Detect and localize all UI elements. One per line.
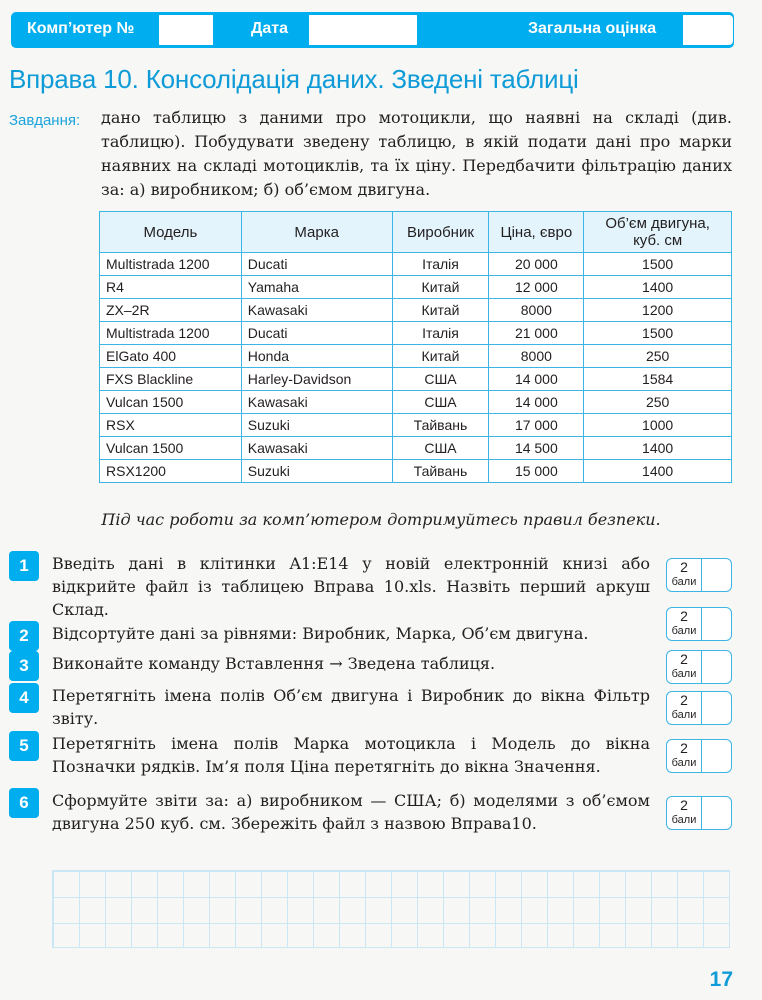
table-cell: 17 000	[489, 414, 584, 437]
table-cell: Multistrada 1200	[100, 322, 242, 345]
step-text: Перетягніть імена полів Марка мотоцикла і Модель до вікна Позначки рядків. Ім’я поля Ціна перетягніть до вікна Значення.	[52, 734, 650, 776]
table-cell: 1400	[584, 276, 732, 299]
total-grade-field[interactable]	[683, 15, 733, 45]
table-cell: 250	[584, 345, 732, 368]
step-number-badge: 5	[9, 731, 39, 761]
step-text: Введіть дані в клітинки A1:E14 у новій електронній книзі або відкрийте файл із таблицею Вправа 10.xls. Назвіть перший аркуш Склад.	[52, 554, 650, 619]
table-cell: Китай	[392, 299, 489, 322]
table-cell: Suzuki	[241, 414, 392, 437]
table-row	[100, 253, 732, 276]
table-cell: 21 000	[489, 322, 584, 345]
table-cell: Ducati	[241, 253, 392, 276]
table-cell: Kawasaki	[241, 299, 392, 322]
table-cell: Honda	[241, 345, 392, 368]
step-number-badge: 3	[9, 651, 39, 681]
score-divider	[701, 559, 702, 591]
table-header-row	[100, 212, 732, 253]
table-row	[100, 414, 732, 437]
score-unit: бали	[671, 814, 697, 826]
table-row	[100, 322, 732, 345]
score-box[interactable]	[666, 558, 732, 592]
step-number-badge: 6	[9, 788, 39, 818]
table-cell: Італія	[392, 322, 489, 345]
score-points: 2	[680, 740, 688, 756]
score-unit: бали	[671, 625, 697, 637]
table-row	[100, 276, 732, 299]
column-header: Виробник	[392, 212, 489, 253]
score-points: 2	[680, 692, 688, 708]
table-cell: R4	[100, 276, 242, 299]
page-number: 17	[709, 968, 733, 991]
table-cell: Suzuki	[241, 460, 392, 483]
table-cell: 20 000	[489, 253, 584, 276]
table-cell: Kawasaki	[241, 391, 392, 414]
table-cell: 1400	[584, 460, 732, 483]
column-header: Модель	[100, 212, 242, 253]
table-cell: Італія	[392, 253, 489, 276]
table-cell: 12 000	[489, 276, 584, 299]
table-cell: 1200	[584, 299, 732, 322]
table-cell: 8000	[489, 345, 584, 368]
column-header: Ціна, євро	[489, 212, 584, 253]
date-field[interactable]	[309, 15, 417, 45]
table-cell: 8000	[489, 299, 584, 322]
score-points: 2	[680, 608, 688, 624]
score-box[interactable]	[666, 650, 732, 684]
score-points: 2	[680, 651, 688, 667]
table-cell: Yamaha	[241, 276, 392, 299]
page-title: Вправа 10. Консолідація даних. Зведені таблиці	[9, 64, 579, 94]
score-points: 2	[680, 559, 688, 575]
step-text: Відсортуйте дані за рівнями: Виробник, Марка, Об’єм двигуна.	[52, 624, 589, 643]
column-header: Об’єм двигуна, куб. см	[584, 212, 732, 253]
score-unit: бали	[671, 668, 697, 680]
table-row	[100, 391, 732, 414]
table-cell: 1500	[584, 253, 732, 276]
score-divider	[701, 740, 702, 772]
step-number-badge: 4	[9, 683, 39, 713]
table-cell: 14 000	[489, 368, 584, 391]
column-header: Марка	[241, 212, 392, 253]
computer-number-field[interactable]	[159, 15, 213, 45]
table-cell: США	[392, 368, 489, 391]
table-cell: Ducati	[241, 322, 392, 345]
table-cell: Китай	[392, 345, 489, 368]
step-text: Виконайте команду Вставлення → Зведена таблиця.	[52, 654, 496, 673]
table-cell: Китай	[392, 276, 489, 299]
table-cell: Multistrada 1200	[100, 253, 242, 276]
table-row	[100, 345, 732, 368]
step-number-badge: 1	[9, 551, 39, 581]
table-cell: Kawasaki	[241, 437, 392, 460]
score-unit: бали	[671, 757, 697, 769]
score-divider	[701, 797, 702, 829]
table-cell: 1000	[584, 414, 732, 437]
table-cell: 14 500	[489, 437, 584, 460]
table-row	[100, 460, 732, 483]
table-cell: США	[392, 437, 489, 460]
score-unit: бали	[671, 709, 697, 721]
score-unit: бали	[671, 576, 697, 588]
table-cell: 250	[584, 391, 732, 414]
table-cell: RSX	[100, 414, 242, 437]
table-row	[100, 299, 732, 322]
table-cell: 15 000	[489, 460, 584, 483]
task-label: Завдання:	[9, 112, 81, 129]
table-cell: 14 000	[489, 391, 584, 414]
task-text: дано таблицю з даними про мотоцикли, що наявні на складі (див. таблицю). Побудувати зведену таблицю, в якій подати дані про марки наявних на складі мотоциклів, та їх ціну. Передбачити фільтрацію даних за: а) виробником; б) об’ємом двигуна.	[101, 108, 732, 199]
table-cell: FXS Blackline	[100, 368, 242, 391]
safety-note: Під час роботи за комп’ютером дотримуйтесь правил безпеки.	[101, 510, 661, 529]
table-cell: Тайвань	[392, 414, 489, 437]
answer-grid[interactable]	[52, 870, 730, 948]
table-cell: RSX1200	[100, 460, 242, 483]
table-cell: ElGato 400	[100, 345, 242, 368]
table-cell: ZX–2R	[100, 299, 242, 322]
score-box[interactable]	[666, 607, 732, 641]
header-bar	[11, 12, 734, 48]
score-divider	[701, 692, 702, 724]
table-cell: Vulcan 1500	[100, 391, 242, 414]
motorcycles-table	[99, 211, 732, 483]
table-cell: Harley-Davidson	[241, 368, 392, 391]
step-text: Сформуйте звіти за: а) виробником — США; б) моделями з об’ємом двигуна 250 куб. см. Збережіть файл з назвою Вправа10.	[52, 791, 650, 833]
table-cell: 1584	[584, 368, 732, 391]
step-text: Перетягніть імена полів Об’єм двигуна і Виробник до вікна Фільтр звіту.	[52, 686, 650, 728]
table-cell: Vulcan 1500	[100, 437, 242, 460]
table-cell: Тайвань	[392, 460, 489, 483]
score-box[interactable]	[666, 796, 732, 830]
table-row	[100, 368, 732, 391]
total-grade-label: Загальна оцінка	[528, 20, 657, 37]
date-label: Дата	[251, 20, 289, 37]
computer-number-label: Комп’ютер №	[27, 20, 135, 37]
table-row	[100, 437, 732, 460]
score-points: 2	[680, 797, 688, 813]
table-cell: США	[392, 391, 489, 414]
table-cell: 1400	[584, 437, 732, 460]
table-cell: 1500	[584, 322, 732, 345]
score-box[interactable]	[666, 691, 732, 725]
score-divider	[701, 608, 702, 640]
score-divider	[701, 651, 702, 683]
score-box[interactable]	[666, 739, 732, 773]
step-number-badge: 2	[9, 621, 39, 651]
